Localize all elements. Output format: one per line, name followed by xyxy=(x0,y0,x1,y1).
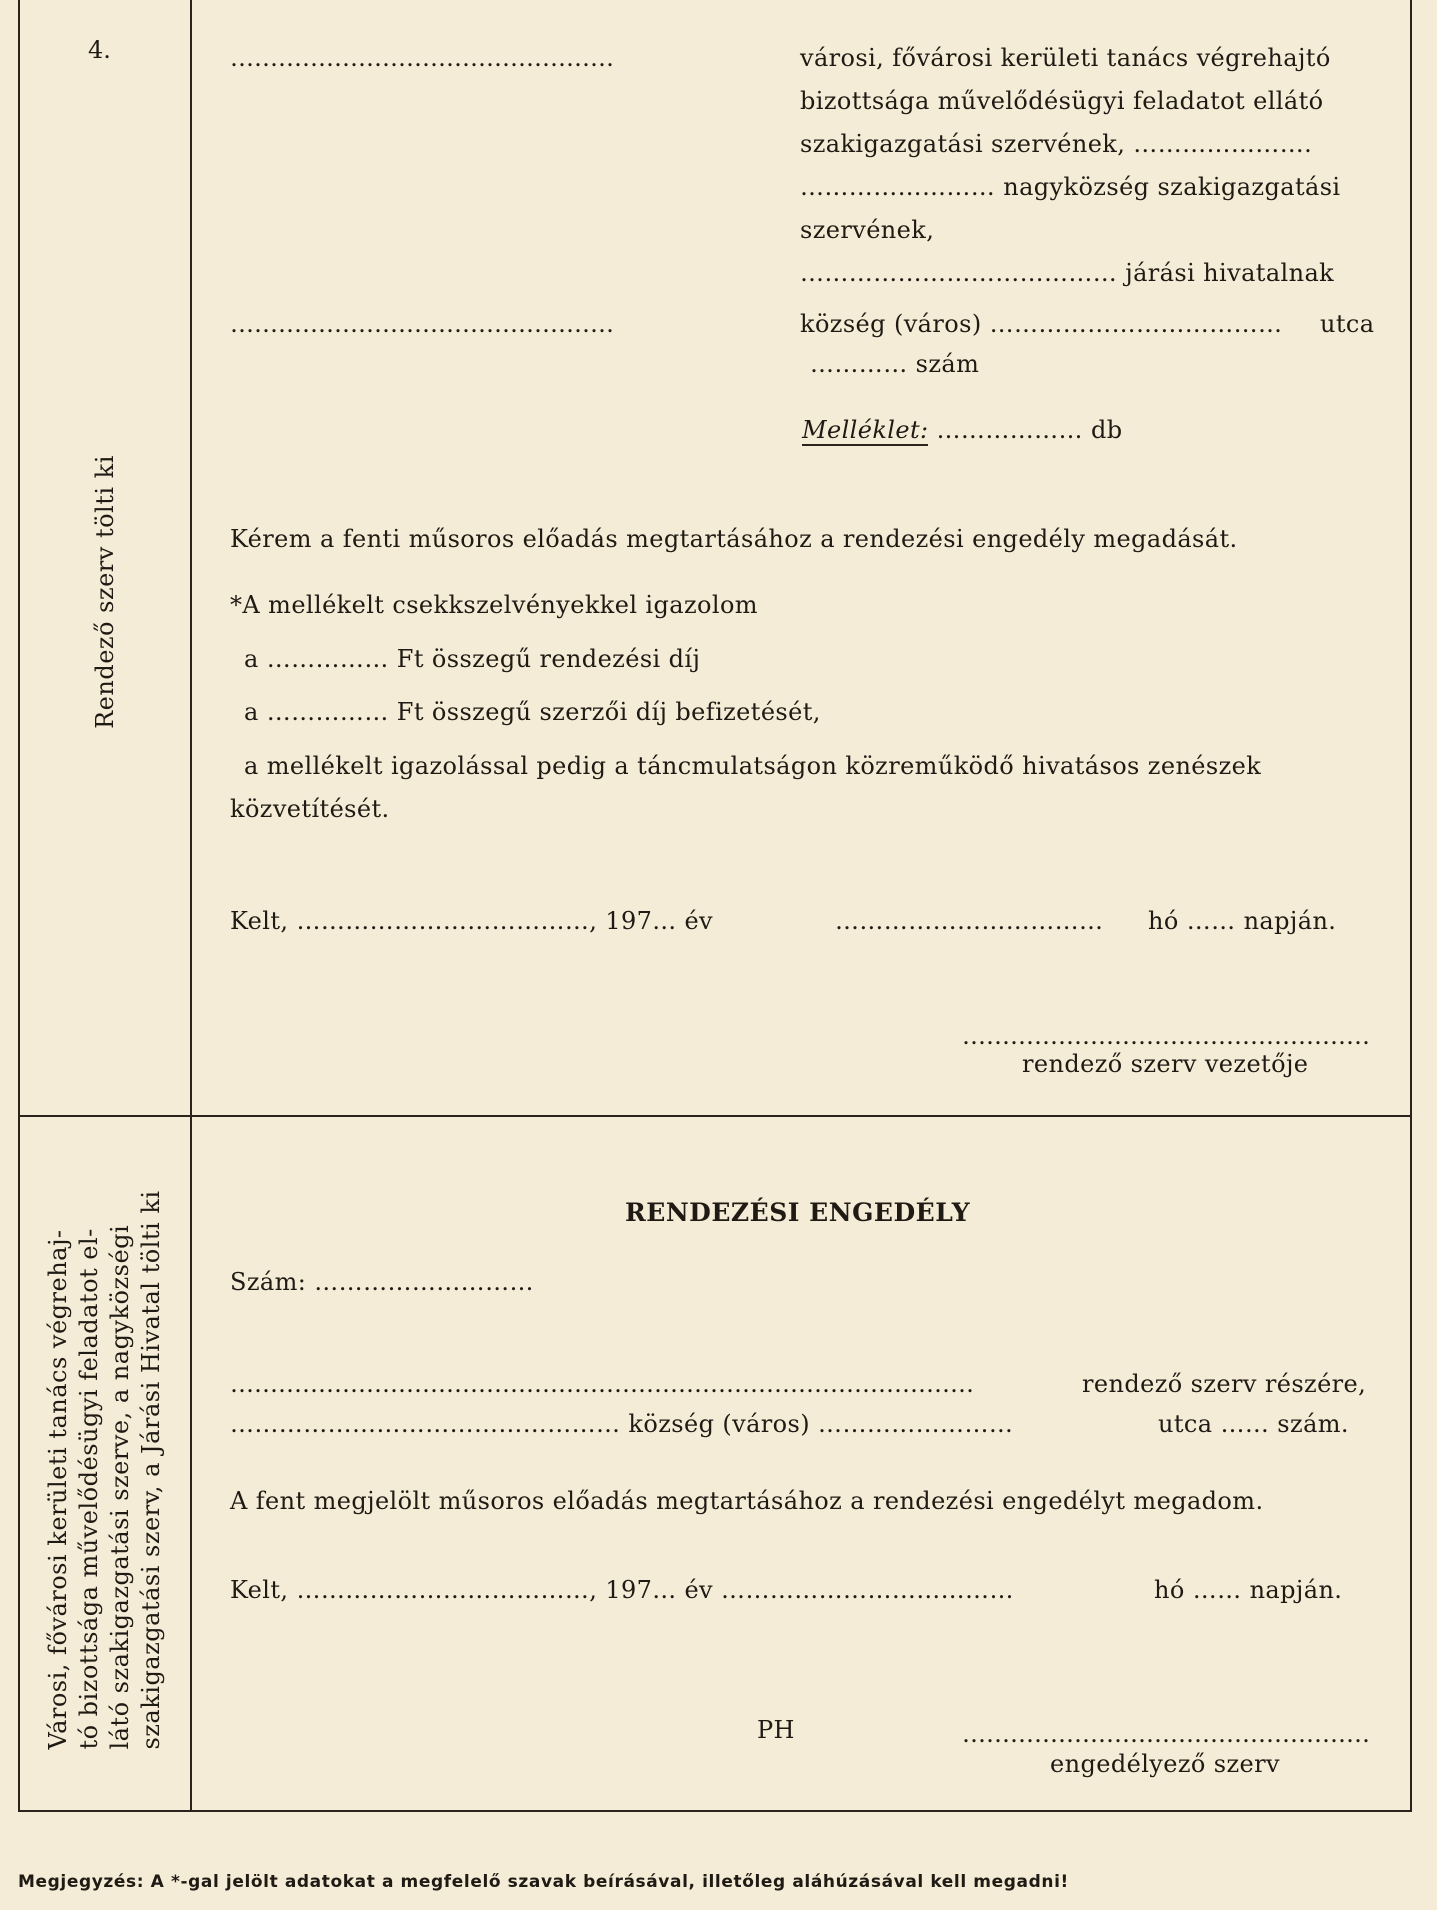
permit-number[interactable]: Szám: ……………………… xyxy=(230,1268,534,1296)
address-line-3[interactable]: szakigazgatási szervének, …………………. xyxy=(800,130,1313,158)
address-line-2: bizottsága művelődésügyi feladatot ellátó xyxy=(800,87,1324,115)
permit-street-number[interactable]: utca …… szám. xyxy=(1158,1410,1349,1438)
date-field-1[interactable]: Kelt, ………………………………, 197... év xyxy=(230,907,714,935)
side-label-bottom-line: látó szakigazgatási szerve, a nagyközségi xyxy=(106,1224,134,1750)
permit-org-dots[interactable]: ………………………………………………………………………………… xyxy=(230,1370,974,1398)
address-dots-7[interactable]: ………………………………………… xyxy=(230,310,614,338)
address-street-label: utca xyxy=(1320,310,1375,338)
side-label-bottom xyxy=(20,1115,190,1810)
address-line-4[interactable]: …………………… nagyközség szakigazgatási xyxy=(800,173,1341,201)
request-fee-szerzoi[interactable]: a …………… Ft összegű szerzői díj befizetését, xyxy=(244,698,821,726)
request-fee-rendezesi[interactable]: a …………… Ft összegű rendezési díj xyxy=(244,645,701,673)
side-label-top xyxy=(20,0,190,1115)
permit-address[interactable]: ………………………………………… község (város) …………………… xyxy=(230,1410,1014,1438)
side-label-top-text: Rendező szerv tölti ki xyxy=(91,455,119,729)
side-label-bottom-line: tó bizottsága művelődésügyi feladatot el- xyxy=(75,1228,103,1750)
column-divider xyxy=(190,0,192,1810)
side-label-bottom-line: szakigazgatási szerv, a Járási Hivatal tölti ki xyxy=(137,1190,165,1750)
attachment-count[interactable]: ……………… db xyxy=(928,416,1123,444)
attachment-label: Melléklet: xyxy=(802,416,929,444)
address-line-5: szervének, xyxy=(800,216,935,244)
permit-signature-dots[interactable]: …………………………………………… xyxy=(962,1720,1370,1748)
request-line-6: közvetítését. xyxy=(230,795,390,823)
address-line-8[interactable]: ………… szám xyxy=(810,350,980,378)
permit-date-day[interactable]: hó …… napján. xyxy=(1154,1576,1343,1604)
address-line-6[interactable]: ………………………………… járási hivatalnak xyxy=(800,259,1335,287)
permit-org-label: rendező szerv részére, xyxy=(1082,1370,1367,1398)
request-line-2: *A mellékelt csekkszelvényekkel igazolom xyxy=(230,591,758,619)
permit-date-field[interactable]: Kelt, ………………………………, 197... év ……………………………… xyxy=(230,1576,1014,1604)
address-line-1: városi, fővárosi kerületi tanács végrehajtó xyxy=(800,44,1331,72)
side-label-bottom-line: Városi, fővárosi kerületi tanács végrehaj- xyxy=(44,1229,72,1750)
signature-label-1: rendező szerv vezetője xyxy=(1022,1050,1309,1078)
address-line-7[interactable]: község (város) ……………………………… xyxy=(800,310,1283,338)
request-line-1: Kérem a fenti műsoros előadás megtartásához a rendezési engedély megadását. xyxy=(230,525,1238,553)
permit-stamp-ph: PH xyxy=(757,1716,795,1744)
date-month-dots-1[interactable]: …………………………… xyxy=(835,907,1104,935)
side-label-bottom-text xyxy=(43,1190,167,1749)
section-divider xyxy=(20,1115,1410,1117)
footnote: Megjegyzés: A *-gal jelölt adatokat a megfelelő szavak beírásával, illetőleg aláhúzásával kell megadni! xyxy=(18,1872,1069,1892)
attachment-field[interactable] xyxy=(802,416,1122,444)
address-dots-1[interactable]: ………………………………………… xyxy=(230,44,614,72)
permit-signature-label: engedélyező szerv xyxy=(1050,1750,1280,1778)
request-line-5: a mellékelt igazolással pedig a táncmulatságon közreműködő hivatásos zenészek xyxy=(244,752,1262,780)
date-day-1[interactable]: hó …… napján. xyxy=(1148,907,1337,935)
signature-dots-1[interactable]: …………………………………………… xyxy=(962,1022,1370,1050)
section-number: 4. xyxy=(88,36,111,64)
permit-title: RENDEZÉSI ENGEDÉLY xyxy=(625,1198,971,1227)
permit-statement: A fent megjelölt műsoros előadás megtartásához a rendezési engedélyt megadom. xyxy=(230,1487,1264,1515)
